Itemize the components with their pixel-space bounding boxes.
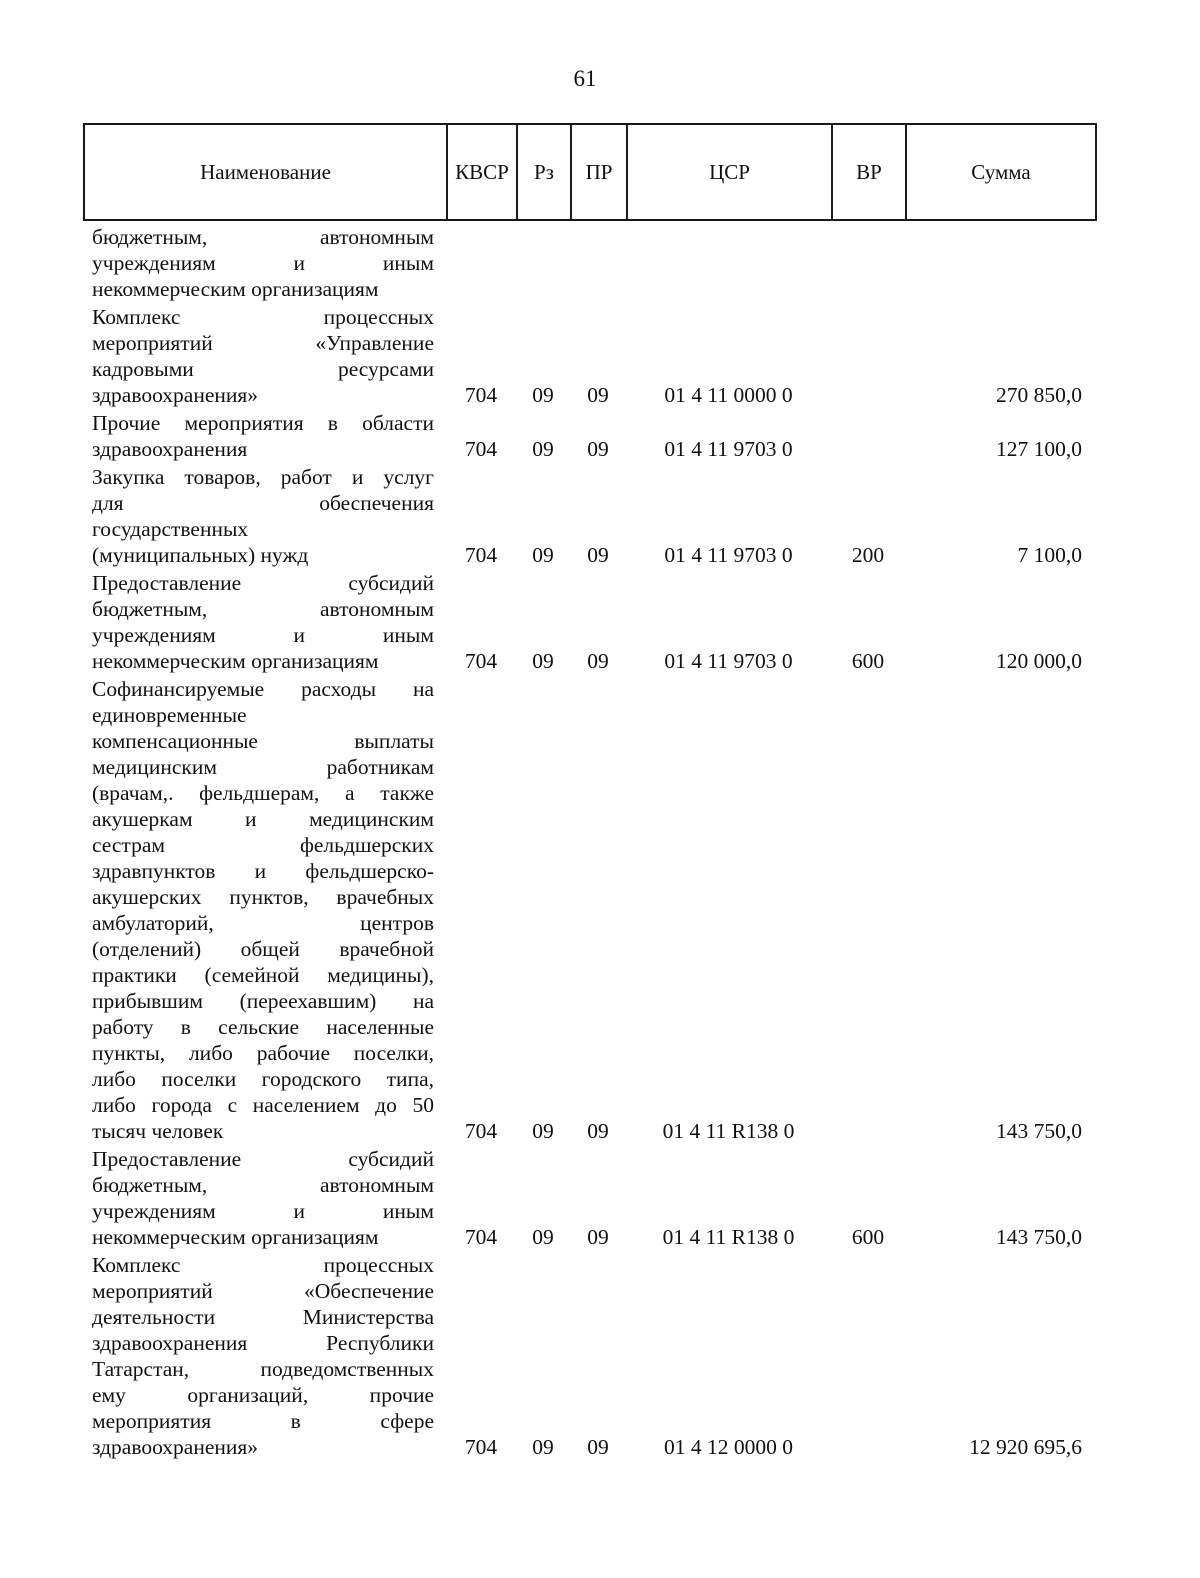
row-name-line: Предоставление субсидий xyxy=(92,571,434,595)
row-name xyxy=(92,304,434,408)
table-row xyxy=(0,1252,1200,1460)
row-name-line: пункты, либо рабочие поселки, xyxy=(92,1041,434,1065)
row-name-line: Татарстан, подведомственных xyxy=(92,1357,434,1381)
header-csr: ЦСР xyxy=(627,124,832,220)
row-name-line: (отделений) общей врачебной xyxy=(92,937,434,961)
row-name-line: учреждениям и иным xyxy=(92,251,434,275)
csr-cell: 01 4 11 9703 0 xyxy=(664,649,793,673)
vr-cell: 600 xyxy=(851,649,885,673)
header-name: Наименование xyxy=(84,124,447,220)
row-name-line: амбулаторий, центров xyxy=(92,911,434,935)
row-name-line: Софинансируемые расходы на xyxy=(92,677,434,701)
row-name-line: государственных xyxy=(92,517,249,541)
rz-cell: 09 xyxy=(532,543,554,567)
pr-cell: 09 xyxy=(587,437,609,461)
rz-cell: 09 xyxy=(532,1435,554,1459)
pr-cell: 09 xyxy=(587,383,609,407)
row-name-line: мероприятий «Обеспечение xyxy=(92,1279,434,1303)
header-sum: Сумма xyxy=(906,124,1096,220)
row-name-line: Комплекс процессных xyxy=(92,1253,434,1277)
row-name-line: здравоохранения Республики xyxy=(92,1331,434,1355)
row-name-line: здравпунктов и фельдшерско- xyxy=(92,859,434,883)
row-name xyxy=(92,1252,434,1460)
row-name-line: либо города с населением до 50 xyxy=(92,1093,434,1117)
row-name xyxy=(92,464,434,568)
row-name-line: (муниципальных) нужд xyxy=(92,543,309,567)
row-name-line: здравоохранения» xyxy=(92,383,259,407)
row-name-line: Предоставление субсидий xyxy=(92,1147,434,1171)
row-name-line: учреждениям и иным xyxy=(92,623,434,647)
sum-cell: 12 920 695,6 xyxy=(969,1435,1082,1459)
row-name-line: некоммерческим организациям xyxy=(92,277,379,301)
row-name-line: работу в сельские населенные xyxy=(92,1015,434,1039)
row-name-line: акушеркам и медицинским xyxy=(92,807,434,831)
pr-cell: 09 xyxy=(587,543,609,567)
row-name xyxy=(92,410,434,462)
table-row xyxy=(0,570,1200,674)
row-name-line: бюджетным, автономным xyxy=(92,1173,434,1197)
vr-cell: 200 xyxy=(851,543,885,567)
row-name-line: Прочие мероприятия в области xyxy=(92,411,434,435)
row-name-line: тысяч человек xyxy=(92,1119,224,1143)
row-name-line: сестрам фельдшерских xyxy=(92,833,434,857)
row-name-line: бюджетным, автономным xyxy=(92,597,434,621)
header-pr: ПР xyxy=(571,124,627,220)
row-name-line: Закупка товаров, работ и услуг xyxy=(92,465,434,489)
row-name-line: некоммерческим организациям xyxy=(92,649,379,673)
page-number: 61 xyxy=(573,66,597,91)
kvsr-cell: 704 xyxy=(464,1119,498,1143)
row-name xyxy=(92,676,434,1144)
sum-cell: 127 100,0 xyxy=(996,437,1082,461)
csr-cell: 01 4 11 R138 0 xyxy=(662,1119,795,1143)
row-name xyxy=(92,224,434,302)
row-name-line: прибывшим (переехавшим) на xyxy=(92,989,434,1013)
row-name-line: кадровыми ресурсами xyxy=(92,357,434,381)
row-name-line: мероприятия в сфере xyxy=(92,1409,434,1433)
pr-cell: 09 xyxy=(587,1119,609,1143)
sum-cell: 7 100,0 xyxy=(1017,543,1082,567)
kvsr-cell: 704 xyxy=(464,543,498,567)
rz-cell: 09 xyxy=(532,649,554,673)
csr-cell: 01 4 11 0000 0 xyxy=(664,383,793,407)
csr-cell: 01 4 11 9703 0 xyxy=(664,543,793,567)
pr-cell: 09 xyxy=(587,1435,609,1459)
row-name-line: деятельности Министерства xyxy=(92,1305,434,1329)
kvsr-cell: 704 xyxy=(464,437,498,461)
row-name-line: ему организаций, прочие xyxy=(92,1383,434,1407)
sum-cell: 143 750,0 xyxy=(996,1225,1082,1249)
rz-cell: 09 xyxy=(532,437,554,461)
kvsr-cell: 704 xyxy=(464,1435,498,1459)
sum-cell: 270 850,0 xyxy=(996,383,1082,407)
row-name-line: компенсационные выплаты xyxy=(92,729,434,753)
csr-cell: 01 4 11 9703 0 xyxy=(664,437,793,461)
pr-cell: 09 xyxy=(587,1225,609,1249)
table-row xyxy=(0,464,1200,568)
table-row xyxy=(0,224,1200,302)
row-name-line: для обеспечения xyxy=(92,491,434,515)
csr-cell: 01 4 12 0000 0 xyxy=(664,1435,793,1459)
header-vr: ВР xyxy=(832,124,906,220)
row-name-line: Комплекс процессных xyxy=(92,305,434,329)
table-row xyxy=(0,410,1200,462)
rz-cell: 09 xyxy=(532,1119,554,1143)
kvsr-cell: 704 xyxy=(464,1225,498,1249)
table-row xyxy=(0,1146,1200,1250)
row-name-line: единовременные xyxy=(92,703,247,727)
header-kvsr: КВСР xyxy=(447,124,517,220)
header-rz: Рз xyxy=(517,124,571,220)
row-name-line: либо поселки городского типа, xyxy=(92,1067,434,1091)
sum-cell: 143 750,0 xyxy=(996,1119,1082,1143)
kvsr-cell: 704 xyxy=(464,649,498,673)
row-name xyxy=(92,570,434,674)
pr-cell: 09 xyxy=(587,649,609,673)
table-row xyxy=(0,676,1200,1144)
row-name-line: мероприятий «Управление xyxy=(92,331,434,355)
row-name-line: некоммерческим организациям xyxy=(92,1225,379,1249)
table-row xyxy=(0,304,1200,408)
rz-cell: 09 xyxy=(532,383,554,407)
sum-cell: 120 000,0 xyxy=(996,649,1082,673)
row-name-line: акушерских пунктов, врачебных xyxy=(92,885,434,909)
rz-cell: 09 xyxy=(532,1225,554,1249)
csr-cell: 01 4 11 R138 0 xyxy=(662,1225,795,1249)
row-name-line: здравоохранения» xyxy=(92,1435,259,1459)
row-name-line: медицинским работникам xyxy=(92,755,434,779)
row-name-line: практики (семейной медицины), xyxy=(92,963,434,987)
row-name-line: бюджетным, автономным xyxy=(92,225,434,249)
table-header xyxy=(83,123,1097,221)
kvsr-cell: 704 xyxy=(464,383,498,407)
row-name-line: учреждениям и иным xyxy=(92,1199,434,1223)
row-name xyxy=(92,1146,434,1250)
row-name-line: (врачам,. фельдшерам, а также xyxy=(92,781,434,805)
row-name-line: здравоохранения xyxy=(92,437,248,461)
vr-cell: 600 xyxy=(851,1225,885,1249)
